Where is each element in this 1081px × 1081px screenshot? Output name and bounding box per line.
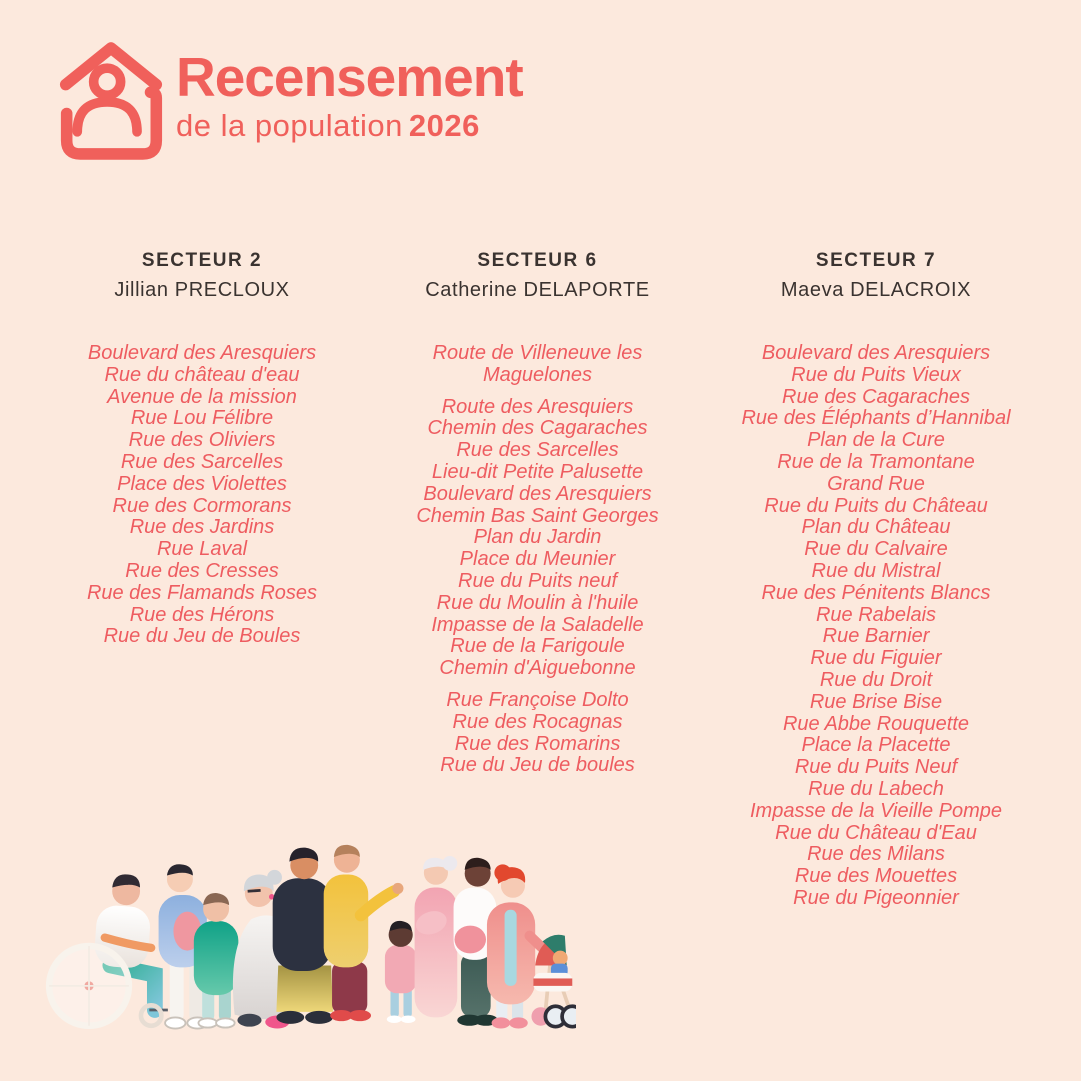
person-in-wheelchair (49, 874, 168, 1025)
street-group (390, 397, 685, 680)
street-item: Rue Lou Félibre (130, 407, 274, 430)
street-item: Impasse de la Saladelle (431, 613, 644, 636)
street-item: Rue des Romarins (454, 732, 621, 755)
street-item: Plan du Château (801, 516, 951, 539)
street-item: Chemin Bas Saint Georges (416, 504, 659, 527)
street-item: Rue Brise Bise (809, 690, 943, 713)
street-item: Rue des Cresses (125, 559, 279, 582)
street-item: Rue Barnier (822, 625, 930, 648)
street-item: Place la Placette (801, 734, 951, 757)
logo (58, 36, 523, 164)
street-item: Impasse de la Vieille Pompe (750, 799, 1002, 822)
street-item: Rue Françoise Dolto (446, 688, 629, 711)
street-item: Boulevard des Aresquiers (87, 342, 317, 364)
street-list (390, 343, 685, 777)
street-item: Rue des Rocagnas (452, 710, 623, 733)
street-group (695, 343, 1057, 910)
street-item: Rue des Éléphants d’Hannibal (741, 407, 1011, 430)
toddler-pink (385, 921, 417, 1023)
sector-title: SECTEUR 6 (477, 250, 598, 271)
street-item: Rue des Hérons (129, 603, 275, 626)
street-item: Rue Laval (156, 538, 248, 561)
street-item: Rue du Droit (819, 668, 933, 691)
logo-subtitle-text: de la population (176, 108, 403, 143)
street-item: Route de Villeneuve les Maguelones (432, 342, 643, 386)
street-item: Place des Violettes (117, 472, 287, 495)
street-item: Rue des Flamands Roses (86, 581, 318, 604)
street-item: Rue du Pigeonnier (793, 886, 959, 909)
street-item: Boulevard des Aresquiers (423, 482, 652, 505)
street-item: Rue du Figuier (810, 647, 942, 670)
logo-year: 2026 (408, 108, 480, 143)
street-item: Avenue de la mission (107, 385, 297, 408)
street-item: Rue du château d'eau (104, 363, 300, 386)
street-item: Rue des Jardins (129, 516, 275, 539)
street-item: Rue des Pénitents Blancs (761, 581, 991, 604)
street-item: Place du Meunier (459, 548, 616, 571)
elderly-woman-pink (413, 856, 457, 1017)
house-person-icon (58, 36, 164, 164)
street-item: Rue du Moulin à l'huile (436, 591, 639, 614)
street-item: Rue du Mistral (811, 559, 941, 582)
sector-agent-name: Jillian PRECLOUX (114, 279, 290, 301)
street-item: Rue du Puits du Château (764, 494, 988, 517)
street-list (52, 343, 352, 648)
sector-column (52, 250, 352, 648)
sector-agent-name: Maeva DELACROIX (780, 279, 972, 301)
street-item: Rue de la Farigoule (450, 635, 625, 658)
sector-title: SECTEUR 2 (141, 250, 263, 271)
street-item: Rue du Puits neuf (458, 569, 617, 592)
street-item: Rue Abbe Rouquette (782, 712, 970, 735)
street-item: Rue des Sarcelles (456, 439, 619, 462)
street-item: Grand Rue (827, 472, 925, 495)
street-item: Rue des Mouettes (794, 865, 958, 888)
sector-column (695, 250, 1057, 910)
street-item: Route des Aresquiers (441, 395, 634, 418)
street-item: Rue des Oliviers (128, 429, 276, 452)
street-item: Lieu-dit Petite Palusette (431, 460, 644, 483)
street-group (390, 343, 685, 387)
sector-title: SECTEUR 7 (815, 250, 937, 271)
woman-pink-coat (487, 864, 551, 1028)
sector-agent-name: Catherine DELAPORTE (425, 279, 650, 301)
people-group-illustration (38, 826, 576, 1040)
street-item: Boulevard des Aresquiers (761, 342, 991, 364)
street-item: Rue du Calvaire (804, 538, 948, 561)
street-group (390, 690, 685, 777)
street-item: Rue des Cagaraches (782, 385, 970, 408)
street-item: Rue des Sarcelles (120, 450, 284, 473)
sector-column (390, 250, 685, 777)
street-item: Chemin des Cagaraches (427, 417, 648, 440)
street-item: Rue des Cormorans (112, 494, 292, 517)
logo-text (176, 36, 523, 143)
street-item: Rue du Puits Neuf (794, 756, 958, 779)
street-item: Plan du Jardin (473, 526, 602, 549)
street-item: Rue du Puits Vieux (791, 363, 961, 386)
street-list (695, 343, 1057, 910)
street-group (52, 343, 352, 648)
street-item: Rue Rabelais (815, 603, 937, 626)
street-item: Plan de la Cure (807, 429, 945, 452)
street-item: Rue des Milans (807, 843, 945, 866)
street-item: Rue du Labech (808, 777, 944, 800)
logo-title: Recensement (176, 46, 523, 108)
logo-subtitle (176, 109, 523, 143)
street-item: Rue de la Tramontane (777, 450, 975, 473)
street-item: Rue du Jeu de Boules (103, 625, 301, 648)
street-item: Rue du Château d'Eau (775, 821, 977, 844)
street-item: Rue du Jeu de boules (440, 754, 635, 777)
street-item: Chemin d'Aiguebonne (439, 657, 636, 680)
